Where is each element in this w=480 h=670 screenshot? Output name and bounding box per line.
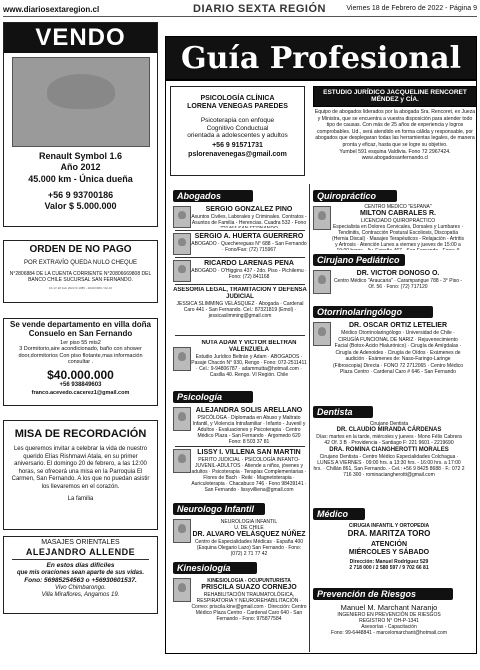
abogado-entry: NUTA ADAM Y VÍCTOR BELTRÁN VALENZUELA Estudio Jurídico Beltrán y Adam · ABOGADOS · Pasaje Chacón N° 930, Rengo · Fono: 072-2511411 · Cel.: 9-94806787 · adammutta@hotmail.com · Casilla 40. Rengo. VI Región. Chile	[191, 340, 307, 379]
cirujano-entry: DR. VÍCTOR DONOSO O. Centro Médico "Araucaria" · Carampangue 788 - 3° Piso - Of. 56 · Fono: (72) 717120	[333, 270, 463, 291]
avatar	[173, 407, 191, 431]
depto-price: $40.000.000	[47, 367, 114, 382]
estudio-web[interactable]: www.abogadosanfernando.cl	[361, 154, 429, 161]
no-pago-notice	[3, 240, 158, 303]
neurologo-entry: NEUROLOGÍA INFANTIL U. DE CHILE DR. ALVARO VELÁSQUEZ NÚÑEZ Centro de Especialidades Médicas · España 400 (Esquina Olegario Lazo) San Fernando · Fono: (072) 2 71 77 42	[192, 519, 306, 557]
cat-dentista: Dentista	[313, 406, 373, 418]
psico-l2: LORENA VENEGAS PAREDES	[187, 103, 288, 111]
estudio-body: Equipo de abogados liderados por la abogada Sra. Rencoret, ex Jueza y Ministra, que se encuentra a vuestra disposición para atender todo tipo de causas. Con más de 25 años de experiencia y logros comprobables. Ud., será atendido en forma cálida y responsable, por abogados que desplegaran todas las herramientas legales, de manera pronta y eficaz, hasta que se logre su objetivo.	[314, 108, 476, 148]
kinesiologo-entry: KINESIOLOGÍA - OCUPUNTURISTA PRISCILA SUAZO CORNEJO REHABILITACIÓN TRAUMATOLÓGICA, RESPIRATORIA Y NEUROREHABILITACIÓN · Correo: priscila.kine@gmail.com · Dirección: Centro Médico Plaza Centro - Cardenal Caro 640 - San Fernando - Fono: 975877584	[191, 578, 307, 622]
car-price: Valor $ 5.000.000	[44, 201, 117, 211]
quiropractico-entry: CENTRO MÉDICO "ESPAÑA" MILTON CABRALES R. LICENCIADO QUIROPRÁCTICO Especialista en Dolores Cervicales, Dorsales y Lumbares · Tendinitis, Contracción Postural Escoliosis, Discopatía (Hernia Discal) · Masajes Terapéuticos - Relajación - Artritis y Artrosis · Atención Lunes a viernes y jueves de 15:00 a	[332, 204, 464, 249]
cat-quiropractico: Quiropráctico	[313, 190, 397, 202]
masajes-ad	[3, 536, 158, 614]
masthead	[3, 3, 477, 17]
dentista-entry: Cirujano Dentista DR. CLAUDIO MIRANDA CÁRDENAS Días: martes en la tarde, miércoles y jueves · Mono Félix Cabrera 42 Of. 3 B · Providencia - Santiago F: 221 9601 - 2219690 DRA. ROMINA CIANGHEROTTI MORALES Cirujano Dentista - Centro Médico Especialidades Colchagua · LUNES A VIERNES · 09:00 hrs. a 13:30 hrs. - 16:00 hrs. a 17:00 hrs. · Chillán 861, San Fernando. - Cel.: +56 9 8425 8688 · F.: 072 2 716 300 · rominaciangherotti@gmail.com	[313, 421, 465, 479]
issue-date: Viernes 18 de Febrero de 2022 - Página 9	[346, 5, 477, 12]
recordacion-body: Les queremos invitar a celebrar la vida de nuestro querido Elías Rishmawi Atala, en su primer aniversario. El domingo 20 de febrero, a las 12:00 horas, se ofrecerá una misa en la Parroquia El Carmen, San Fernando. A los que no puedan asistir los llevaremos en el corazón.	[11, 446, 150, 490]
cat-neurologo: Neurologo Infantil	[173, 503, 265, 515]
vendo-title: VENDO	[4, 23, 157, 53]
abogado-entry: RICARDO LARENAS PEÑA ABOGADO · O'Higgins 437 - 2do. Piso - Pichilemu · Fono: (72) 841168	[191, 260, 307, 281]
abogado-entry: SERGIO GONZÁLEZ PINO Asuntos Civiles, Laborales y Criminales. Contratos - Asuntos de Familia - Herencias. Cuadra 532 - Fono	[191, 206, 307, 227]
car-year: Año 2012	[60, 162, 101, 173]
recordacion-title: MISA DE RECORDACIÓN	[14, 428, 147, 440]
psico-l3: Psicoterapia con enfoque	[200, 116, 275, 124]
psicologo-entry: LISSY I. VILLENA SAN MARTÍN PERITO JUDICIAL · PSICOLOGÍA INFANTO-JUVENIL-ADULTOS · Atiende a niños, jóvenes y adultos · Psicoterapia · Terapias Complementarias · Flores de Bach · Reiki · Magnetoterapia · Auriculoterapia · Chacabuco 746 · Fono 98439141 · San Fernando · lissyvilliena@gmail.com	[191, 449, 307, 494]
psico-email[interactable]: pslorenavenegas@gmail.com	[188, 150, 287, 158]
depto-floor: 1er piso 55 mts2	[60, 339, 101, 346]
psico-phone: +56 9 91571731	[212, 142, 263, 150]
masajes-place: Vivo Chimbarongo.	[55, 584, 106, 591]
car-km: 45.000 km - Única dueña	[28, 173, 133, 184]
depto-phone: +56 938849603	[59, 382, 102, 389]
masajes-l1: En estos días difíciles	[46, 562, 115, 570]
avatar	[313, 206, 331, 230]
psicologia-clinica-ad	[170, 86, 305, 176]
depto-desc: 3 Dormitorio,aire acondicionado, baño con shower door,dormitorios Con piso flotante,mas información consultar .	[18, 346, 143, 366]
no-pago-title: ORDEN DE NO PAGO	[29, 244, 132, 255]
guia-title: Guía Profesional	[165, 36, 477, 80]
depto-ad	[3, 318, 158, 406]
no-pago-body: N°2806884 DE LA CUENTA CORRIENTE N°20806669808 DEL BANCO CHILE SUCURSAL SAN FERNANDO.	[9, 271, 152, 284]
avatar	[173, 233, 191, 255]
no-pago-sub: POR EXTRAVÍO QUEDA NULO CHEQUE	[24, 260, 137, 266]
newspaper-title: DIARIO SEXTA REGIÓN	[193, 3, 326, 15]
vendo-phone: +56 9 93700186	[47, 189, 114, 200]
avatar	[313, 322, 331, 346]
cat-otorrino: Otorrinolaringólogo	[313, 306, 433, 318]
masajes-phone: Fono: 56985254563 o +56930601537.	[24, 577, 137, 585]
avatar	[173, 260, 191, 282]
cat-cirujano: Cirujano Pediátrico	[313, 254, 405, 266]
psicologo-entry: ALEJANDRA SOLÍS ARELLANO PSICÓLOGA · Diplomada en Abuso y Maltrato Infantil, y Violencia Intrafamiliar · Infanto - Juvenil y Adultos · Evaluaciones y Psicoterapia · Centro Médico Plaza - San Fernando · Argomedo 620 Fono: 8 503 37 81	[192, 407, 306, 445]
masajes-addr: Villa Miraflores, Angamos 19.	[41, 592, 120, 599]
masajes-name: ALEJANDRO ALLENDE	[25, 547, 136, 558]
avatar	[313, 270, 331, 294]
depto-title: Se vende departamento en villa doña Consuelo en San Fernando	[10, 320, 151, 338]
psico-l4: Cognitivo Conductual	[206, 124, 269, 132]
cat-psicologia: Psicología	[173, 391, 253, 403]
depto-email[interactable]: franco.acevedo.cacerez1@gmail.com	[31, 389, 130, 396]
avatar	[173, 519, 191, 543]
medico-entry: CIRUGÍA INFANTIL Y ORTOPEDIA DRA. MARITZA TORO ATENCIÓN MIÉRCOLES Y SÁBADO Dirección: Manuel Rodríguez 529 2 718 000 / 2 580 597 / 9 702 66 81	[347, 523, 431, 572]
avatar	[173, 347, 191, 371]
no-pago-foot: 16-17-18 Feb 2022 R.1085 - 2022/1669 / 02-16	[48, 286, 113, 291]
car-model: Renault Symbol 1.6	[38, 151, 123, 161]
estudio-addr: Yumbel 591 esquina Valdivia. Fono 72 2967424.	[339, 148, 451, 155]
abogado-entry: SERGIO A. HUERTA GUERRERO ABOGADO · Quechereguas N° 688 - San Fernando · Fono/Fax: (72) 715967	[191, 233, 307, 254]
site-url[interactable]: www.diariosextaregion.cl	[3, 5, 100, 14]
estudio-title: ESTUDIO JURÍDICO JACQUELINE RENCORET MÉNDEZ y CÍA.	[313, 86, 477, 107]
recordacion-sign: La familia	[67, 496, 94, 503]
riesgos-entry: Manuel M. Marchant Naranjo INGENIERO EN PREVENCIÓN DE RIESGOS REGISTRO N° OH-P-1341 Asesorías - Capacitación Fono: 99-6448841 - marcelomarchant@hotmail.com	[331, 603, 447, 636]
recordacion-notice	[3, 420, 158, 530]
avatar	[173, 578, 191, 602]
car-photo	[12, 57, 150, 147]
cat-medico: Médico	[313, 508, 365, 520]
cat-kinesiologia: Kinesiología	[173, 562, 257, 574]
abogado-entry: ASESORÍA LEGAL, TRAMITACIÓN Y DEFENSA JUDICIAL JESSICA SLIMMING VELÁSQUEZ · Abogada · Cardenal Caro 441 - San Fernando. Cel.: 87321819 (Emol) · jessicaslimming@gmail.com	[173, 287, 307, 320]
cat-abogados: Abogados	[173, 190, 253, 202]
avatar	[173, 206, 191, 228]
masajes-l2: que mis oraciones sean aparte de sus vidas.	[16, 569, 145, 576]
vendo-ad	[3, 22, 158, 227]
estudio-juridico-ad	[313, 86, 477, 182]
avatar	[173, 449, 191, 473]
psico-l5: orientada a adolescentes y adultos	[187, 132, 288, 140]
otorrino-entry: DR. ÓSCAR ORTIZ LETELIER Médico Otorrinolaringólogo · Universidad de Chile · CIRUGÍA FUNCIONAL DE NARIZ · Rejuvenecimiento Facial (Botox-Acido Hialurónico) · Cirugía de Amígdalas · Cirugía de Adenoides · Cirugía de Oídos · Exámenes de audición · Exámenes de: Naso-Faringo-Laringe (Fibroscopia) Directa · FONO 72 2712065 · Centro Médico Plaza Centro · Cardenal Caro # 646 - San Fernando	[332, 322, 464, 376]
psico-l1: PSICOLOGÍA CLÍNICA	[200, 95, 275, 102]
masajes-title: MASAJES ORIENTALES	[41, 539, 120, 546]
cat-riesgos: Prevención de Riesgos	[313, 588, 453, 600]
